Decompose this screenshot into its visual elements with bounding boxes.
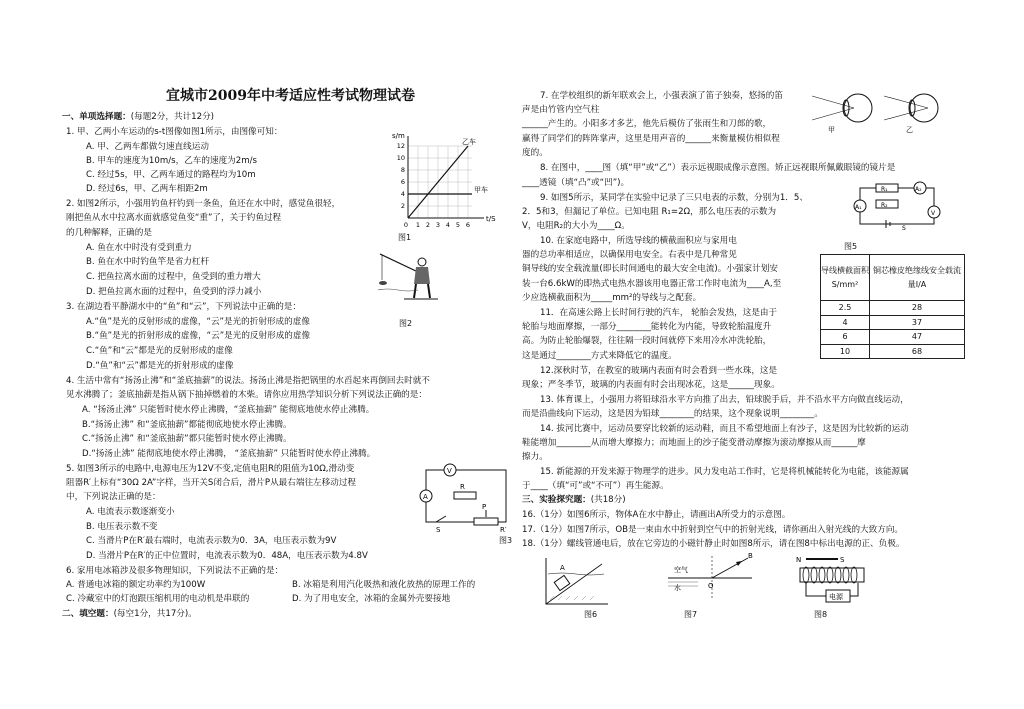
question-17: 17.（1分）如图7所示，OB是一束由水中折射到空气中的折射光线，请你画出入射光线的大致方向。 — [522, 525, 904, 535]
svg-text:N: N — [796, 556, 802, 564]
svg-text:2: 2 — [425, 221, 431, 229]
option-text: B. 甲车的速度为10m/s，乙车的速度为2m/s — [86, 156, 257, 166]
option-text: C.“扬汤止沸” 和“釜底抽薪”都只能暂时使水停止沸腾。 — [82, 434, 292, 444]
option-text: D. 经过6s，甲、乙两车相距2m — [86, 184, 208, 194]
question-4: 4. 生活中常有“扬汤止沸”和“釜底抽薪”的说法。扬汤止沸是指把锅里的水舀起来再倒回去时就不 — [66, 376, 430, 386]
eye-label: 乙 — [906, 126, 913, 134]
question-16: 16.（1分）如图6所示，物体A在水中静止，请画出A所受力的示意图。 — [522, 510, 791, 520]
question-text: 中，下列说法正确的是： — [66, 492, 161, 502]
question-11: 11．在高速公路上长时间行驶的汽车， 轮胎会发热，这是由于 — [540, 308, 778, 318]
svg-text:6: 6 — [465, 221, 471, 229]
question-text: 轮胎与地面摩擦，一部分________能转化为内能，导致轮胎温度升 — [522, 322, 772, 332]
question-text: 现象；严冬季节，玻璃的内表面有时会出现冰花，这是______现象。 — [522, 380, 780, 390]
question-6: 6. 家用电冰箱涉及很多物理知识，下列说法不正确的是： — [66, 566, 284, 576]
option-text: A. 电流表示数逐渐变小 — [86, 507, 175, 517]
question-text: 这是通过________方式来降低它的温度。 — [522, 351, 677, 361]
svg-text:O: O — [708, 582, 714, 590]
switch-s — [436, 516, 446, 522]
svg-text:4: 4 — [445, 221, 451, 229]
section-heading-3: 三、实验探究题：(共18分) — [522, 495, 626, 505]
fisherman-legs — [414, 284, 430, 298]
table-row: 4 37 — [821, 315, 965, 330]
svg-text:A: A — [423, 493, 428, 501]
refracted-ray-ob — [712, 558, 748, 578]
figure-6-object-in-water — [542, 552, 612, 608]
question-text: 铜导线的安全载流量(即长时间通电的最大安全电流)。小强家计划安 — [522, 264, 778, 274]
svg-text:空气: 空气 — [674, 566, 688, 574]
svg-text:S: S — [436, 526, 441, 534]
option-text: C. 冷藏室中的灯泡跟压缩机用的电动机是串联的 — [66, 594, 250, 604]
option-text: B. 冰箱是利用汽化吸热和液化放热的原理工作的 — [292, 580, 476, 590]
table-row: 10 68 — [821, 344, 965, 359]
svg-text:R₁: R₁ — [881, 186, 888, 193]
question-text: 阻器R′上标有“30Ω 2A”字样，当开关S闭合后，滑片P从最右端往左移动过程 — [66, 478, 357, 488]
figure-4-eye-diagrams — [812, 86, 952, 136]
resistor-r — [454, 492, 476, 499]
line-label: 甲车 — [474, 186, 488, 194]
option-text: B. 鱼在水中时钓鱼竿是省力杠杆 — [86, 257, 210, 267]
figure-7-refraction — [668, 548, 758, 604]
option-text: A. 甲、乙两车都做匀速直线运动 — [86, 142, 209, 152]
svg-text:2: 2 — [400, 202, 405, 210]
water-line — [378, 289, 418, 291]
section-heading-1: 一、单项选择题：(每题2分，共计12分) — [62, 112, 215, 122]
question-15: 15. 新能源的开发来源于物理学的进步。风力发电站工作时，它是将机械能转化为电能，该能源属 — [540, 467, 909, 477]
svg-text:A₂: A₂ — [915, 186, 922, 193]
option-text: A. 鱼在水中时没有受到重力 — [86, 243, 192, 253]
question-12: 12.深秋时节，在教室的玻璃内表面有时会看到一些水珠，这是 — [540, 366, 778, 376]
svg-text:A: A — [560, 564, 565, 572]
y-axis-label: s/m — [392, 132, 405, 140]
svg-text:3: 3 — [435, 221, 441, 229]
svg-text:P: P — [482, 503, 487, 511]
svg-text:1: 1 — [415, 221, 421, 229]
figure-1-caption: 图1 — [398, 233, 412, 242]
question-10: 10. 在家庭电路中，所选导线的横截面积应与家用电 — [540, 236, 737, 246]
fish — [379, 281, 387, 285]
svg-text:S: S — [840, 556, 845, 564]
svg-text:R: R — [460, 483, 465, 491]
eye-diagram-yi — [884, 94, 938, 122]
svg-text:R′: R′ — [500, 526, 507, 534]
question-13: 13. 体育课上，小强用力将铅球沿水平方向推了出去，铅球脱手后，并不沿水平方向做直线运动， — [540, 395, 909, 405]
table-header: 导线横截面积S/mm² — [821, 255, 870, 301]
svg-text:12: 12 — [396, 142, 405, 150]
incline — [546, 564, 602, 604]
svg-text:5: 5 — [455, 221, 461, 229]
option-text: C.“鱼”和“云”都是光的反射形成的虚像 — [86, 346, 233, 356]
question-text: 高。为防止轮胎爆裂，往往隔一段时间就停下来用冷水冲洗轮胎， — [522, 336, 772, 346]
figure-8-solenoid — [792, 552, 882, 608]
eye-label: 甲 — [828, 126, 835, 134]
question-8: 8. 在图中，____图（填“甲”或“乙”）表示远视眼成像示意图。矫正远视眼所佩戴眼镜的镜片是 — [540, 163, 896, 173]
fisherman-head — [418, 258, 426, 266]
option-text: A. “扬汤止沸” 只能暂时使水停止沸腾，“釜底抽薪” 能彻底地使水停止沸腾。 — [82, 405, 375, 415]
svg-text:6: 6 — [400, 178, 405, 186]
water-surface — [548, 573, 604, 575]
ray-arrow — [736, 561, 742, 566]
option-text: C. 把鱼拉离水面的过程中，鱼受到的重力增大 — [86, 272, 261, 282]
wire-current-table — [820, 254, 965, 359]
x-axis-label: t/S — [486, 215, 496, 223]
question-text: ____透镜（填“凸”或“凹”)。 — [522, 178, 630, 188]
figure-5-caption: 图5 — [844, 242, 858, 251]
question-3: 3. 在湖边看平静湖水中的“鱼”和“云”，下列说法中正确的是： — [66, 302, 301, 312]
figure-2-fishing-illustration — [378, 250, 438, 305]
svg-text:4: 4 — [400, 190, 405, 198]
svg-text:0: 0 — [403, 221, 409, 229]
svg-text:V: V — [931, 210, 936, 217]
eye-diagram-jia — [812, 94, 872, 122]
x-tick-labels — [404, 221, 470, 229]
table-row: 6 47 — [821, 330, 965, 345]
svg-text:10: 10 — [396, 154, 405, 162]
option-text: D.“扬汤止沸” 能彻底地使水停止沸腾， “釜底抽薪” 只能暂时使水停止沸腾。 — [82, 449, 376, 459]
figure-3-caption: 图3 — [499, 536, 513, 545]
question-18: 18.（1分）螺线管通电后，放在它旁边的小磁针静止时如图8所示，请在图8中标出电源的正、负极。 — [522, 539, 905, 549]
figure-8-caption: 图8 — [814, 610, 828, 619]
question-text: 器的总功率相适应，以确保用电安全。右表中是几种常见 — [522, 250, 737, 260]
rheostat — [474, 518, 498, 525]
question-5: 5. 如图3所示的电路中,电源电压为12V不变,定值电阻R的阻值为10Ω,滑动变 — [66, 464, 355, 474]
fishing-rod — [380, 254, 418, 272]
option-text: B.“扬汤止沸” 和“釜底抽薪”都能彻底地使水停止沸腾。 — [82, 420, 292, 430]
question-9: 9. 如图5所示，某同学在实验中记录了三只电表的示数，分别为1．5、 — [540, 193, 808, 203]
question-text: ______产生的。小阳多才多艺，他先后模仿了张雨生和刀郎的歌， — [522, 119, 772, 129]
svg-text:R₂: R₂ — [881, 202, 888, 209]
question-2: 2. 如图2所示，小强用钓鱼杆钓到一条鱼，鱼还在水中时，感觉鱼很轻， — [66, 199, 341, 209]
question-text: 的几种解释，正确的是 — [66, 228, 152, 238]
option-text: C. 当滑片P在R′最右端时，电流表示数为0．3A，电压表示数为9V — [86, 536, 337, 546]
option-text: B.“鱼”是光的折射形成的虚像，“云”是光的反射形成的虚像 — [86, 331, 311, 341]
figure-3-circuit — [414, 464, 514, 534]
option-text: D. 当滑片P在R′的正中位置时，电流表示数为0．48A，电压表示数为4.8V — [86, 551, 368, 561]
question-text: 于____（填“可”或“不可”）再生能源。 — [522, 481, 669, 491]
figure-6-caption: 图6 — [584, 610, 598, 619]
question-text: 刚把鱼从水中拉离水面就感觉鱼变“重”了，关于钓鱼过程 — [66, 213, 282, 223]
question-7: 7. 在学校组织的新年联欢会上，小强表演了笛子独奏，悠扬的笛 — [540, 91, 783, 101]
question-text: 擦力。 — [522, 452, 548, 462]
option-text: D. 为了用电安全，冰箱的金属外壳要接地 — [292, 594, 451, 604]
figure-2-caption: 图2 — [399, 319, 413, 328]
question-text: 声是由竹管内空气柱 — [522, 105, 600, 115]
question-text: 而是沿曲线向下运动，这是因为铅球________的结果，这个现象说明________。 — [522, 409, 823, 419]
y-tick-labels — [397, 142, 405, 210]
question-1: 1. 甲、乙两小车运动的s-t图像如图1所示，由图像可知： — [66, 127, 283, 137]
option-text: D.“鱼”和“云”都是光的折射形成的虚像 — [86, 361, 234, 371]
option-text: B. 电压表示数不变 — [86, 522, 158, 532]
table-header: 铜芯橡皮绝缘线安全载流量I/A — [870, 255, 965, 301]
svg-text:A₁: A₁ — [855, 204, 862, 211]
line-label: 乙车 — [462, 138, 476, 146]
question-text: 度的。 — [522, 148, 548, 158]
solenoid-coils — [803, 567, 857, 583]
water-hatching — [668, 582, 698, 586]
fisherman-body — [414, 267, 430, 284]
svg-text:V: V — [447, 467, 452, 475]
option-text: C. 经过5s，甲、乙两车通过的路程均为10m — [86, 170, 256, 180]
option-text: A.“鱼”是光的反射形成的虚像，“云”是光的折射形成的虚像 — [86, 317, 310, 327]
table-row: 2.5 28 — [821, 301, 965, 316]
question-14: 14. 拔河比赛中，运动员要穿比较新的运动鞋，而且不希望地面上有沙子，这是因为比较新的运动 — [540, 424, 909, 434]
figure-5-circuit — [848, 182, 944, 234]
option-text: D. 把鱼拉离水面的过程中，鱼受到的浮力减小 — [86, 287, 262, 297]
question-text: 见水沸腾了；釜底抽薪是指从锅下抽掉燃着的木柴。请你应用热学知识分析下列说法正确的是： — [66, 390, 427, 400]
section-heading-2: 二、填空题：(每空1分，共17分)。 — [62, 609, 197, 619]
question-text: 鞋能增加________从而增大摩擦力；而地面上的沙子能变滑动摩擦为滚动摩擦从而______摩 — [522, 438, 866, 448]
option-text: A. 普通电冰箱的额定功率约为100W — [66, 580, 206, 590]
question-text: 少应选横截面积为_____mm²的导线与之配套。 — [522, 293, 702, 303]
svg-text:8: 8 — [400, 166, 405, 174]
svg-text:B: B — [748, 552, 753, 560]
question-text: 2．5和3，但漏记了单位。已知电阻 R₁=2Ω，那么电压表的示数为 — [522, 207, 777, 217]
svg-text:电源: 电源 — [829, 593, 843, 601]
question-text: V，电阻R₂的大小为____Ω。 — [522, 221, 630, 231]
page-title: 宜城市2009年中考适应性考试物理试卷 — [166, 88, 415, 104]
figure-7-caption: 图7 — [684, 610, 698, 619]
svg-text:水: 水 — [674, 584, 681, 592]
question-text: 装一台6.6kW的即热式电热水器该用电器正常工作时电流为____A,至 — [522, 279, 782, 289]
svg-text:S: S — [902, 225, 906, 232]
question-text: 赢得了同学们的阵阵掌声，这里是用声音的______来衡量模仿相似程 — [522, 134, 780, 144]
figure-1-st-graph — [392, 132, 512, 242]
